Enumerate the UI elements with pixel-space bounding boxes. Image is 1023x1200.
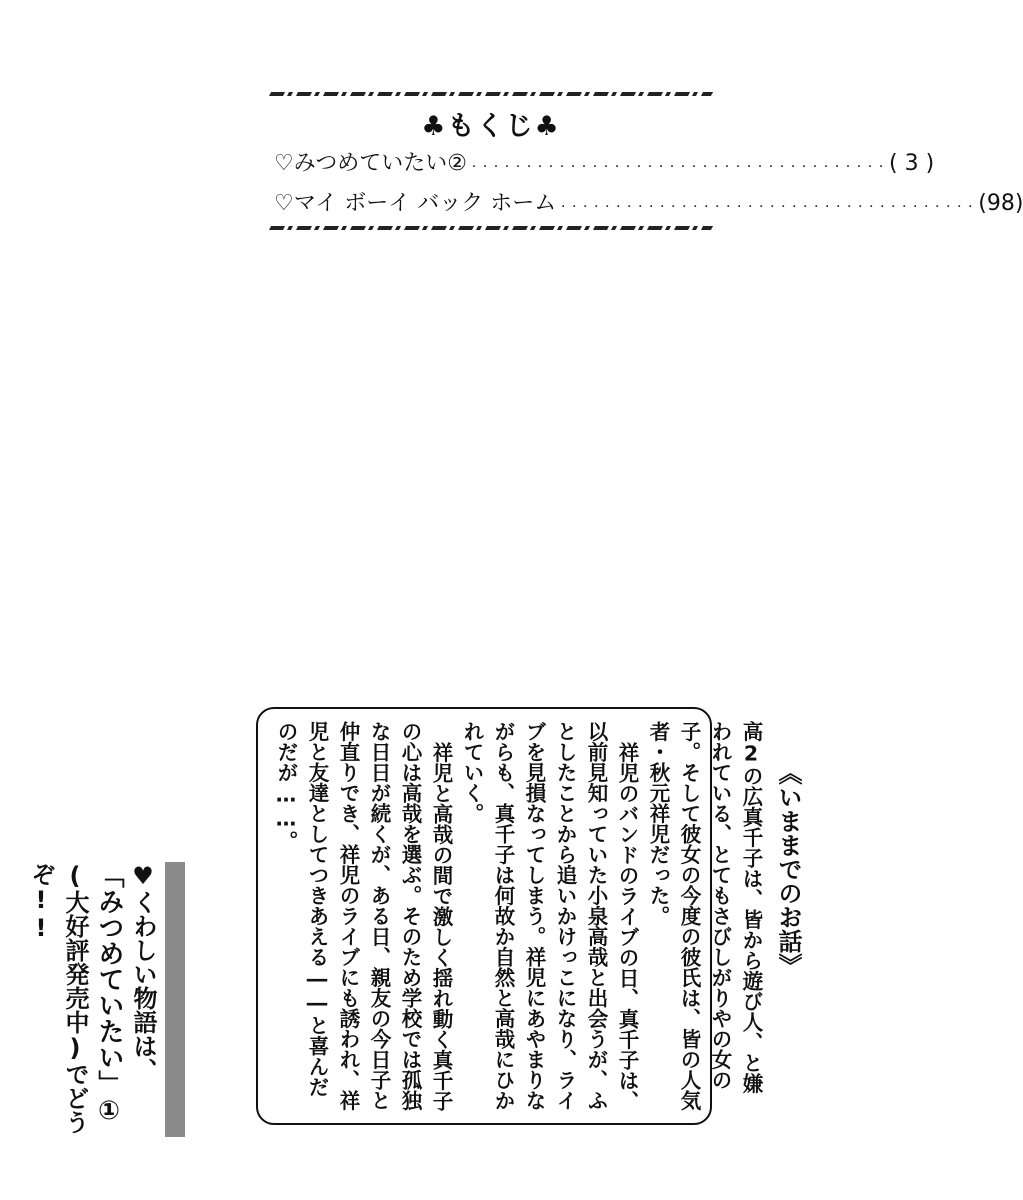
promo-line-3: (大好評発売中)でどうぞ!! xyxy=(27,862,89,1134)
story-summary-box xyxy=(256,707,802,1125)
bottom-dashed-rule xyxy=(269,226,713,230)
story-paragraph: 祥児と高哉の間で激しく揺れ動く真千子の心は高哉を選ぶ。そのため学校では孤独な日日が続くが、ある日、親友の今日子と仲直りでき、祥児のライブにも誘われ、祥児と友達としてつきあえる――と喜んだのだが……。 xyxy=(274,721,453,1111)
promo-note xyxy=(27,862,160,1142)
dot-leader xyxy=(469,151,887,176)
heart-outline-icon: ♡ xyxy=(274,191,294,216)
toc-entry-1[interactable] xyxy=(274,146,935,177)
story-paragraph: 高2の広真千子は、皆から遊び人、と嫌われている、とてもさびしがりやの女の子。そして彼女の今度の彼氏は、皆の人気者・秋元祥児だった。 xyxy=(646,721,763,1111)
story-summary-text xyxy=(270,721,803,1111)
toc-entry-title: みつめていたい② xyxy=(293,151,468,176)
dot-leader xyxy=(558,191,976,216)
toc-entry-page: (98) xyxy=(978,191,1023,216)
heart-outline-icon: ♡ xyxy=(274,151,294,176)
story-paragraph: 祥児のバンドのライブの日、真千子は、以前見知っていた小泉高哉と出会うが、ふとしたことから追いかけっこになり、ライブを見損なってしまう。祥児にあやまりながらも、真千子は何故か自然と高哉にひかれていく。 xyxy=(460,721,639,1111)
promo-line-2: 「みつめていたい」① xyxy=(94,862,124,1126)
toc-entry-2[interactable] xyxy=(274,186,1023,217)
promo-line-1: ♥くわしい物語は、 xyxy=(129,862,157,1082)
promo-accent-bar xyxy=(165,862,185,1137)
story-heading: 《いままでのお話》 xyxy=(774,761,802,977)
toc-title: ♣もくじ♣ xyxy=(421,111,561,142)
toc-entry-page: ( 3 ) xyxy=(889,151,935,176)
top-dashed-rule xyxy=(269,92,713,96)
toc-entry-title: マイ ボーイ バック ホーム xyxy=(293,191,557,216)
